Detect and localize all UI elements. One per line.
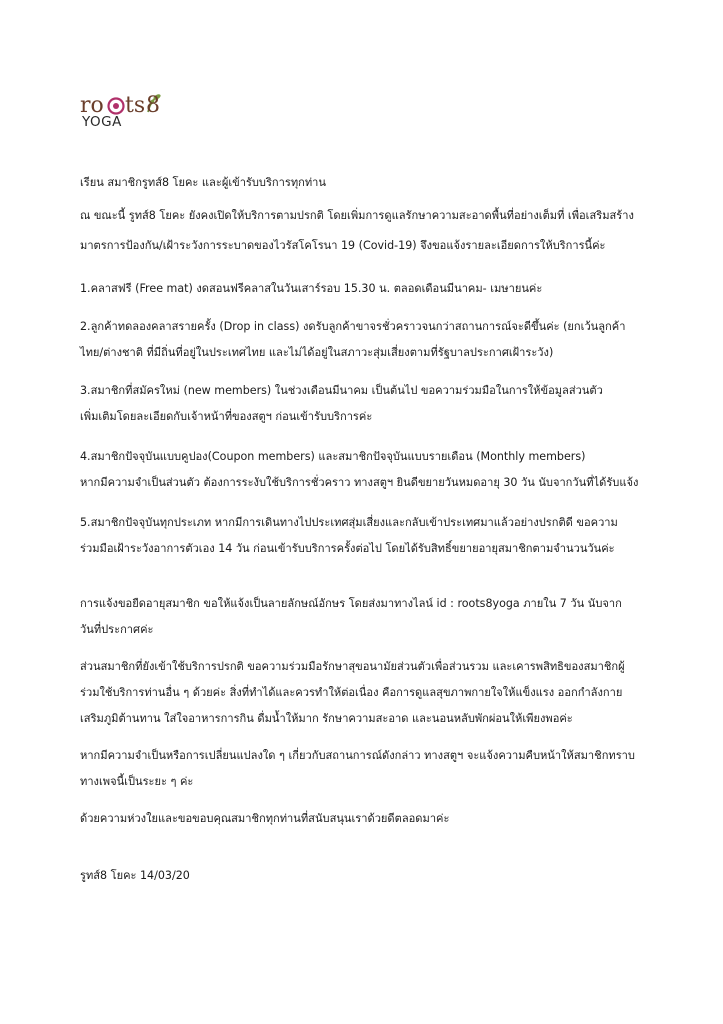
item-line: 4.สมาชิกปัจจุบันแบบคูปอง(Coupon members) และสมาชิกปัจจุบันแบบรายเดือน (Monthly members)	[80, 450, 586, 463]
roots8-yoga-logo	[80, 92, 170, 138]
svg-text:ts: ts	[125, 93, 146, 118]
item-line: ร่วมมือเฝ้าระวังอาการตัวเอง 14 วัน ก่อนเข้ารับบริการครั้งต่อไป โดยได้รับสิทธิ์ขยายอายุสมาชิกตามจำนวนวันค่ะ	[80, 542, 615, 555]
item-line: 5.สมาชิกปัจจุบันทุกประเภท หากมีการเดินทางไปประเทศสุ่มเสี่ยงและกลับเข้าประเทศมาแล้วอย่างปรกติดี ขอความ	[80, 516, 618, 529]
item-line: เพิ่มเติมโดยละเอียดกับเจ้าหน้าที่ของสตูฯ ก่อนเข้ารับบริการค่ะ	[80, 410, 373, 423]
greeting-line: เรียน สมาชิกรูทส์8 โยคะ และผู้เข้ารับบริการทุกท่าน	[80, 176, 326, 189]
regular-line: เสริมภูมิต้านทาน ใส่ใจอาหารการกิน ดื่มน้ำให้มาก รักษาความสะอาด และนอนหลับพักผ่อนให้เพียงพอค่ะ	[80, 712, 573, 725]
intro-line: ณ ขณะนี้ รูทส์8 โยคะ ยังคงเปิดให้บริการตามปรกติ โดยเพิ่มการดูแลรักษาความสะอาดพื้นที่อย่างเต็มที่ เพื่อเสริมสร้าง	[80, 209, 634, 222]
intro-line: มาตรการป้องกัน/เฝ้าระวังการระบาดของไวรัสโคโรนา 19 (Covid-19) จึงขอแจ้งรายละเอียดการให้บริการนี้ค่ะ	[80, 239, 606, 252]
updates-line: ทางเพจนี้เป็นระยะ ๆ ค่ะ	[80, 775, 194, 788]
svg-text:ro: ro	[80, 93, 104, 118]
updates-line: หากมีความจำเป็นหรือการเปลี่ยนแปลงใด ๆ เกี่ยวกับสถานการณ์ดังกล่าว ทางสตูฯ จะแจ้งความคืบหน้าให้สมาชิกทราบ	[80, 749, 635, 762]
logo-yoga-text: YOGA	[82, 114, 122, 130]
item-line: ไทย/ต่างชาติ ที่มีถิ่นที่อยู่ในประเทศไทย และไม่ได้อยู่ในสภาวะสุ่มเสี่ยงตามที่รัฐบาลประกาศเฝ้าระวัง)	[80, 346, 554, 359]
item-line: 3.สมาชิกที่สมัครใหม่ (new members) ในช่วงเดือนมีนาคม เป็นต้นไป ขอความร่วมมือในการให้ข้อมูลส่วนตัว	[80, 384, 603, 397]
notice-line: วันที่ประกาศค่ะ	[80, 623, 154, 636]
item-line: 2.ลูกค้าทดลองคลาสรายครั้ง (Drop in class) งดรับลูกค้าขาจรชั่วคราวจนกว่าสถานการณ์จะดีขึ้นค่ะ (ยกเว้นลูกค้า	[80, 320, 626, 333]
regular-line: ส่วนสมาชิกที่ยังเข้าใช้บริการปรกติ ขอความร่วมมือรักษาสุขอนามัยส่วนตัวเพื่อส่วนรวม และเคารพสิทธิของสมาชิกผู้	[80, 660, 625, 673]
item-line: 1.คลาสฟรี (Free mat) งดสอนฟรีคลาสในวันเสาร์รอบ 15.30 น. ตลอดเดือนมีนาคม- เมษายนค่ะ	[80, 282, 543, 295]
svg-text:8: 8	[146, 93, 160, 118]
regular-line: ร่วมใช้บริการท่านอื่น ๆ ด้วยค่ะ สิ่งที่ทำได้และควรทำให้ต่อเนื่อง คือการดูแลสุขภาพกายใจให้แข็งแรง ออกกำลังกาย	[80, 686, 623, 699]
closing-line: ด้วยความห่วงใยและขอขอบคุณสมาชิกทุกท่านที่สนับสนุนเราด้วยดีตลอดมาค่ะ	[80, 812, 450, 825]
notice-line: การแจ้งขอยืดอายุสมาชิก ขอให้แจ้งเป็นลายลักษณ์อักษร โดยส่งมาทางไลน์ id : roots8yoga ภายใน 7 วัน นับจาก	[80, 597, 622, 610]
signature-line: รูทส์8 โยคะ 14/03/20	[80, 869, 190, 882]
item-line: หากมีความจำเป็นส่วนตัว ต้องการระงับใช้บริการชั่วคราว ทางสตูฯ ยินดีขยายวันหมดอายุ 30 วัน นับจากวันที่ได้รับแจ้ง	[80, 476, 639, 489]
